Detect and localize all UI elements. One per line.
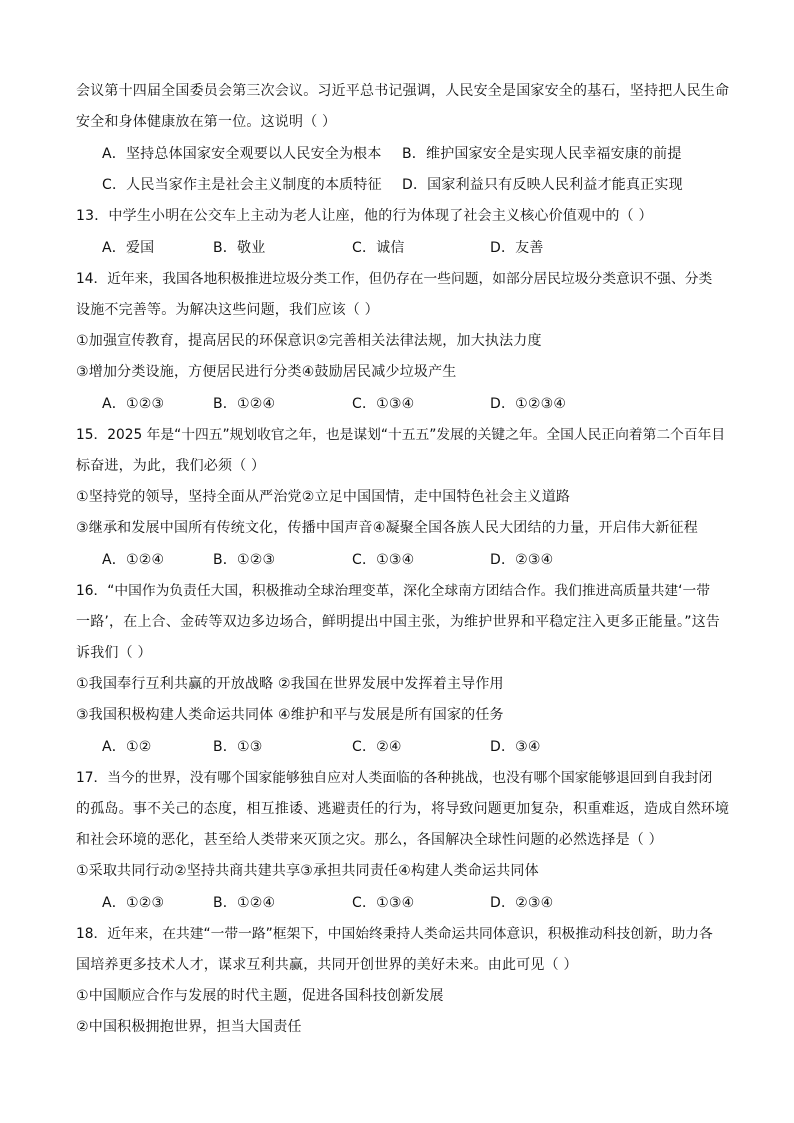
- q15-option-b: B．①②③: [213, 552, 276, 568]
- q12-stem-line-1: 会议第十四届全国委员会第三次会议。习近平总书记强调，人民安全是国家安全的基石，坚持把人民生命: [76, 83, 730, 99]
- q16-stem-line-1: 16．“中国作为负责任大国，积极推动全球治理变革，深化全球南方团结合作。我们推进高质量共建‘一带: [76, 583, 710, 599]
- q17-option-a: A．①②③: [102, 895, 165, 911]
- q13-option-a: A．爱国: [102, 240, 155, 256]
- q14-option-a: A．①②③: [102, 396, 165, 412]
- q15-item-line-1: ①坚持党的领导，坚持全面从严治党②立足中国国情，走中国特色社会主义道路: [76, 489, 571, 505]
- q12-stem-line-2: 安全和身体健康放在第一位。这说明（ ）: [76, 114, 337, 130]
- q16-option-b: B．①③: [213, 739, 263, 755]
- q18-stem-line-1: 18．近年来，在共建“一带一路”框架下，中国始终秉持人类命运共同体意识，积极推动科技创新，助力各: [76, 926, 713, 942]
- q15-option-c: C．①③④: [352, 552, 415, 568]
- q14-option-b: B．①②④: [213, 396, 276, 412]
- q14-item-line-2: ③增加分类设施，方便居民进行分类④鼓励居民减少垃圾产生: [76, 364, 457, 380]
- q16-option-d: D．③④: [490, 739, 541, 755]
- q12-option-b: B．维护国家安全是实现人民幸福安康的前提: [402, 146, 682, 162]
- q16-stem-line-3: 诉我们（ ）: [76, 645, 152, 661]
- q13-option-c: C．诚信: [352, 240, 405, 256]
- q15-item-line-2: ③继承和发展中国所有传统文化，传播中国声音④凝聚全国各族人民大团结的力量，开启伟大新征程: [76, 520, 698, 536]
- q16-option-c: C．②④: [352, 739, 402, 755]
- q14-item-line-1: ①加强宣传教育，提高居民的环保意识②完善相关法律法规，加大执法力度: [76, 333, 542, 349]
- q12-option-a: A．坚持总体国家安全观要以人民安全为根本: [102, 146, 382, 162]
- q16-stem-line-2: 一路’，在上合、金砖等双边多边场合，鲜明提出中国主张，为维护世界和平稳定注入更多正能量。”这告: [76, 614, 721, 630]
- q16-item-line-1: ①我国奉行互利共赢的开放战略 ②我国在世界发展中发挥着主导作用: [76, 676, 504, 692]
- q15-stem-line-1: 15．2025 年是“十四五”规划收官之年，也是谋划“十五五”发展的关键之年。全国人民正向着第二个百年目: [76, 427, 726, 443]
- q18-stem-line-2: 国培养更多技术人才，谋求互利共赢，共同开创世界的美好未来。由此可见（ ）: [76, 957, 578, 973]
- q16-item-line-2: ③我国积极构建人类命运共同体 ④维护和平与发展是所有国家的任务: [76, 707, 504, 723]
- q15-option-a: A．①②④: [102, 552, 165, 568]
- q18-item-line-2: ②中国积极拥抱世界，担当大国责任: [76, 1019, 302, 1035]
- q17-stem-line-2: 的孤岛。事不关己的态度，相互推诿、逃避责任的行为，将导致问题更加复杂，积重难返，造成自然环境: [76, 801, 730, 817]
- q14-stem-line-1: 14．近年来，我国各地积极推进垃圾分类工作，但仍存在一些问题，如部分居民垃圾分类意识不强、分类: [76, 271, 713, 287]
- q17-stem-line-3: 和社会环境的恶化，甚至给人类带来灭顶之灾。那么，各国解决全球性问题的必然选择是（ ）: [76, 832, 663, 848]
- q18-item-line-1: ①中国顺应合作与发展的时代主题，促进各国科技创新发展: [76, 988, 444, 1004]
- q12-option-c: C．人民当家作主是社会主义制度的本质特征: [102, 177, 382, 193]
- q17-option-b: B．①②④: [213, 895, 276, 911]
- q17-stem-line-1: 17．当今的世界，没有哪个国家能够独自应对人类面临的各种挑战，也没有哪个国家能够退回到自我封闭: [76, 770, 713, 786]
- q14-option-c: C．①③④: [352, 396, 415, 412]
- q17-item-line-1: ①采取共同行动②坚持共商共建共享③承担共同责任④构建人类命运共同体: [76, 863, 539, 879]
- q12-option-d: D．国家利益只有反映人民利益才能真正实现: [402, 177, 683, 193]
- q14-option-d: D．①②③④: [490, 396, 567, 412]
- q17-option-c: C．①③④: [352, 895, 415, 911]
- q15-option-d: D．②③④: [490, 552, 554, 568]
- q14-stem-line-2: 设施不完善等。为解决这些问题，我们应该（ ）: [76, 302, 379, 318]
- q13-option-b: B．敬业: [213, 240, 266, 256]
- q13-stem-line-1: 13．中学生小明在公交车上主动为老人让座，他的行为体现了社会主义核心价值观中的（ ）: [76, 208, 653, 224]
- q17-option-d: D．②③④: [490, 895, 554, 911]
- q15-stem-line-2: 标奋进，为此，我们必须（ ）: [76, 458, 266, 474]
- q16-option-a: A．①②: [102, 739, 152, 755]
- q13-option-d: D．友善: [490, 240, 544, 256]
